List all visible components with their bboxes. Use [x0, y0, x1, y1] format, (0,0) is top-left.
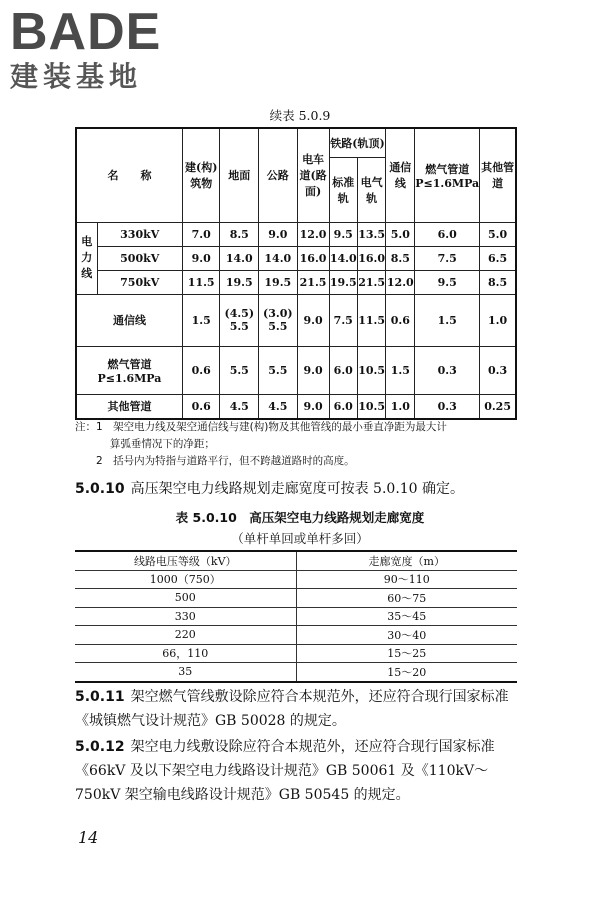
cell: 220	[75, 626, 296, 645]
cell: (4.5) 5.5	[220, 294, 259, 346]
note-line: 注：1 架空电力线及架空通信线与建(构)物及其他管线的最小垂直净距为最大计	[75, 421, 447, 433]
row-label: 其他管道	[76, 394, 182, 419]
cell: 9.5	[329, 222, 357, 246]
cell: (3.0) 5.5	[259, 294, 298, 346]
cell: 5.5	[259, 346, 298, 394]
cell: 1.0	[480, 294, 516, 346]
cell: 6.0	[329, 346, 357, 394]
cell: 60～75	[296, 589, 517, 608]
cell: 12.0	[386, 270, 415, 294]
cell: 7.5	[329, 294, 357, 346]
note-line: 算弧垂情况下的净距；	[75, 438, 215, 450]
clause-number: 5.0.11	[75, 689, 125, 705]
cell: 11.5	[182, 270, 220, 294]
cell: 9.0	[182, 246, 220, 270]
cell: 4.5	[259, 394, 298, 419]
table-title: 表 5.0.10 高压架空电力线路规划走廊宽度	[175, 510, 425, 525]
cell: 21.5	[357, 270, 385, 294]
row-label: 330kV	[97, 222, 182, 246]
table-continued-title: 续表 5.0.9	[269, 108, 331, 123]
cell: 9.0	[259, 222, 298, 246]
cell: 0.3	[480, 346, 516, 394]
cell: 0.3	[415, 346, 480, 394]
header-name: 名 称	[76, 128, 182, 222]
cell: 15～25	[296, 644, 517, 663]
cell: 35～45	[296, 607, 517, 626]
row-label: 750kV	[97, 270, 182, 294]
page-number: 14	[78, 828, 99, 847]
cell: 19.5	[259, 270, 298, 294]
cell: 8.5	[480, 270, 516, 294]
cell: 1.0	[386, 394, 415, 419]
cell: 14.0	[259, 246, 298, 270]
cell: 330	[75, 607, 296, 626]
header-ground: 地面	[220, 128, 259, 222]
header-width: 走廊宽度（m）	[296, 551, 517, 570]
clause-5-0-11	[75, 685, 525, 733]
cell: 0.6	[386, 294, 415, 346]
clause-number: 5.0.10	[75, 481, 125, 497]
cell: 7.0	[182, 222, 220, 246]
logo-wordmark: BADE	[10, 3, 162, 61]
cell: 9.0	[297, 294, 329, 346]
row-label: 500kV	[97, 246, 182, 270]
cell: 30～40	[296, 626, 517, 645]
row-label: 燃气管道 P≤1.6MPa	[76, 346, 182, 394]
cell: 16.0	[357, 246, 385, 270]
cell: 500	[75, 589, 296, 608]
cell: 16.0	[297, 246, 329, 270]
clause-text: 架空电力线敷设除应符合本规范外，还应符合现行国家标准《66kV 及以下架空电力线路设计规范》GB 50061 及《110kV～750kV 架空输电线路设计规范》GB 50545 的规定。	[75, 739, 495, 803]
clause-text: 高压架空电力线路规划走廊宽度可按表 5.0.10 确定。	[130, 481, 465, 497]
cell: 14.0	[329, 246, 357, 270]
clearance-table	[75, 127, 517, 420]
header-gas: 燃气管道P≤1.6MPa	[415, 128, 480, 222]
cell: 35	[75, 663, 296, 682]
header-electric-rail: 电气轨	[357, 157, 385, 222]
header-building: 建(构)筑物	[182, 128, 220, 222]
cell: 12.0	[297, 222, 329, 246]
cell: 13.5	[357, 222, 385, 246]
cell: 1.5	[386, 346, 415, 394]
cell: 7.5	[415, 246, 480, 270]
cell: 0.6	[182, 394, 220, 419]
cell: 5.0	[386, 222, 415, 246]
cell: 5.5	[220, 346, 259, 394]
cell: 0.25	[480, 394, 516, 419]
clause-5-0-10	[75, 477, 525, 501]
header-voltage: 线路电压等级（kV）	[75, 551, 296, 570]
note-line: 2 括号内为特指与道路平行，但不跨越道路时的高度。	[75, 455, 355, 467]
cell: 9.0	[297, 394, 329, 419]
cell: 66，110	[75, 644, 296, 663]
cell: 90～110	[296, 570, 517, 589]
clause-text: 架空燃气管线敷设除应符合本规范外，还应符合现行国家标准《城镇燃气设计规范》GB 50028 的规定。	[75, 689, 509, 729]
cell: 8.5	[220, 222, 259, 246]
row-label: 通信线	[76, 294, 182, 346]
cell: 0.3	[415, 394, 480, 419]
clause-5-0-12	[75, 735, 525, 807]
power-group-label: 电力线	[76, 222, 97, 294]
clause-number: 5.0.12	[75, 739, 125, 755]
cell: 9.0	[297, 346, 329, 394]
cell: 14.0	[220, 246, 259, 270]
cell: 10.5	[357, 346, 385, 394]
header-railway: 铁路(轨顶)	[329, 128, 386, 157]
corridor-width-table	[75, 550, 517, 683]
cell: 15～20	[387, 665, 427, 679]
cell: 21.5	[297, 270, 329, 294]
cell: 8.5	[386, 246, 415, 270]
header-tram: 电车道(路面)	[297, 128, 329, 222]
cell: 4.5	[220, 394, 259, 419]
cell: 11.5	[357, 294, 385, 346]
cell: 19.5	[220, 270, 259, 294]
logo-subtitle: 建装基地	[10, 60, 143, 93]
header-standard-rail: 标准轨	[329, 157, 357, 222]
cell: 1.5	[415, 294, 480, 346]
cell: 0.6	[182, 346, 220, 394]
cell: 6.0	[329, 394, 357, 419]
header-other: 其他管道	[480, 128, 516, 222]
cell: 6.5	[480, 246, 516, 270]
table-subtitle: （单杆单回或单杆多回）	[231, 531, 369, 546]
header-road: 公路	[259, 128, 298, 222]
bade-logo	[10, 3, 162, 94]
cell: 5.0	[480, 222, 516, 246]
cell: 19.5	[329, 270, 357, 294]
cell: 1000（750）	[75, 570, 296, 589]
cell: 10.5	[357, 394, 385, 419]
cell: 6.0	[415, 222, 480, 246]
cell: 9.5	[415, 270, 480, 294]
cell: 1.5	[182, 294, 220, 346]
header-telecom: 通信线	[386, 128, 415, 222]
